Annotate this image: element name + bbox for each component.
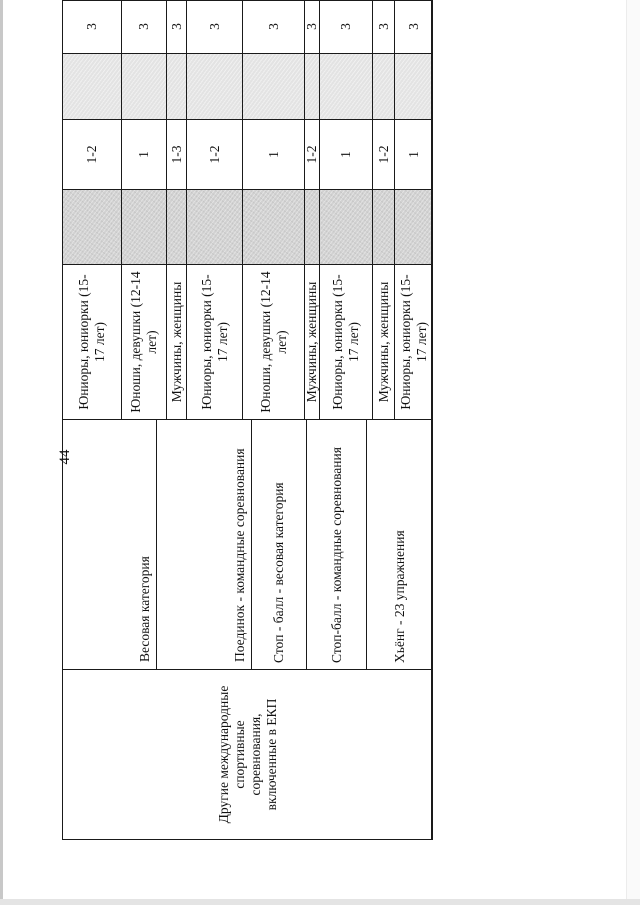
shaded-cell [121,54,166,120]
places-value: 1 [405,151,421,158]
value-cell [319,0,372,54]
value-cell [186,0,242,54]
category-label: Мужчины, женщины [304,281,319,403]
shaded-cell [121,190,166,265]
discipline-cell-5 [366,420,432,670]
shaded-cell [394,190,432,265]
table-border-bottom [431,0,433,840]
category-label: Юноши, девушки (12-14 лет) [128,271,159,413]
shaded-cell [394,54,432,120]
places-value: 1-2 [84,145,99,164]
shaded-cell [372,190,394,265]
scan-shadow-left [0,0,3,905]
places-value: 1-2 [375,145,391,164]
shaded-cell [62,54,121,120]
shaded-cell [62,190,121,265]
category-label: Мужчины, женщины [168,281,184,403]
places-cell [166,120,186,190]
shaded-cell [304,190,319,265]
value-cell [304,0,319,54]
category-label: Юниоры, юниорки (15-17 лет) [198,274,230,410]
table-border-right [62,0,432,1]
scan-edge-right [626,0,640,905]
value: 3 [168,23,184,30]
shaded-cell [319,190,372,265]
discipline-cell-1 [62,420,156,670]
value-cell [121,0,166,54]
places-cell [372,120,394,190]
places-value: 1 [136,151,151,158]
places-value: 1-2 [206,145,222,164]
places-value: 1 [265,151,281,158]
value-cell [166,0,186,54]
value: 3 [206,23,222,30]
value: 3 [304,23,319,30]
category-cell [394,265,432,420]
value-cell [242,0,304,54]
places-cell [319,120,372,190]
value-cell [394,0,432,54]
shaded-cell [319,54,372,120]
value-cell [62,0,121,54]
page-number: 44 [57,449,73,465]
category-cell [372,265,394,420]
places-cell [62,120,121,190]
shaded-cell [242,54,304,120]
shaded-cell [166,190,186,265]
category-label: Юниоры, юниорки (15-17 лет) [330,274,361,410]
places-cell [394,120,432,190]
value: 3 [338,23,353,30]
category-cell [304,265,319,420]
discipline-label: Хьёнг - 23 упражнения [391,530,407,663]
discipline-cell-4 [306,420,366,670]
places-value: 1-3 [168,145,184,164]
category-cell [166,265,186,420]
category-cell [121,265,166,420]
category-cell [186,265,242,420]
discipline-label: Стоп-балл - командные соревнования [328,447,344,663]
shaded-cell [186,190,242,265]
discipline-label: Поединок - командные соревнования [232,448,247,662]
value: 3 [265,23,281,30]
category-label: Юноши, девушки (12-14 лет) [257,271,289,413]
category-cell [242,265,304,420]
scan-shadow-bottom [0,899,640,905]
value: 3 [405,23,421,30]
places-value: 1-2 [304,145,319,164]
places-cell [121,120,166,190]
category-cell [62,265,121,420]
discipline-label: Весовая категория [137,556,152,662]
group-label: Другие международные спортивные соревнования, включенные в ЕКП [215,685,279,824]
discipline-cell-3 [251,420,306,670]
value: 3 [136,23,151,30]
places-cell [242,120,304,190]
category-label: Юниоры, юниорки (15-17 лет) [397,274,429,410]
group-cell [62,670,432,840]
places-cell [304,120,319,190]
discipline-label: Стоп - балл - весовая категория [271,482,286,663]
value: 3 [375,23,391,30]
category-label: Юниоры, юниорки (15-17 лет) [76,274,107,410]
category-label: Мужчины, женщины [375,281,391,403]
places-cell [186,120,242,190]
shaded-cell [166,54,186,120]
discipline-cell-2 [156,420,251,670]
shaded-cell [372,54,394,120]
rotated-table [62,0,432,840]
value: 3 [84,23,99,30]
places-value: 1 [338,151,353,158]
value-cell [372,0,394,54]
shaded-cell [186,54,242,120]
category-cell [319,265,372,420]
shaded-cell [304,54,319,120]
shaded-cell [242,190,304,265]
